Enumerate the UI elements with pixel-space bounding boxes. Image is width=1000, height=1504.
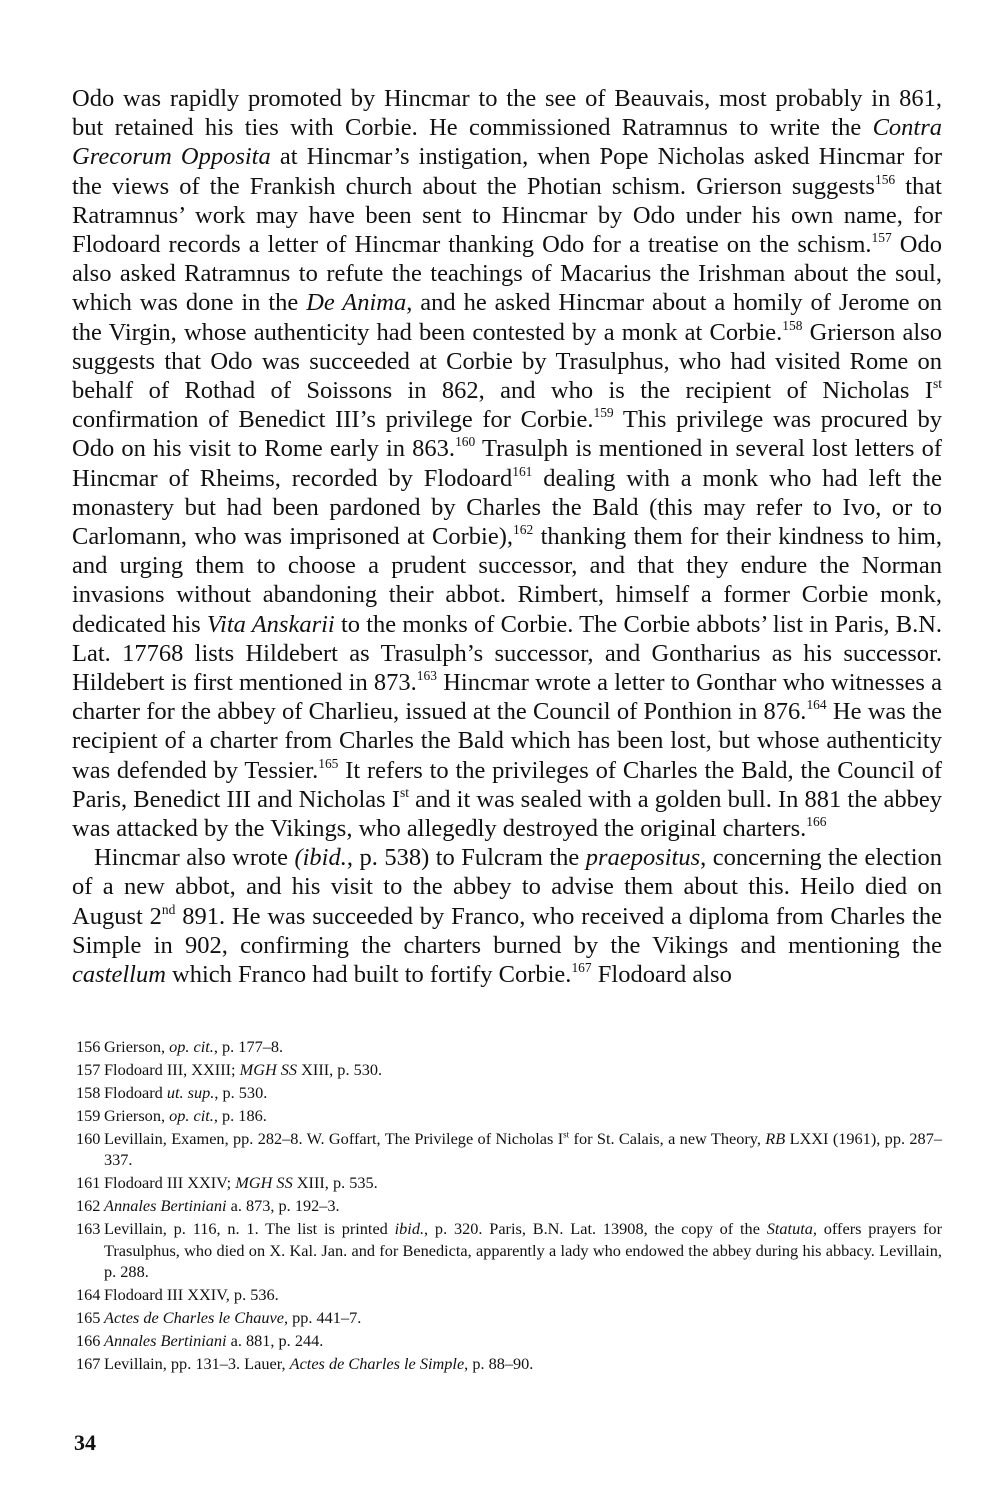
run-text: Hincmar also wrote	[94, 844, 295, 872]
footnote-text: Grierson,	[104, 1037, 170, 1056]
run-text: to the monks of Corbie. The Corbie abbots’ list in Paris, B.N. Lat. 17768 lists Hildebert as Trasulph’s successor, and Gontharius as his successor. Hildebert is first mentioned in 873.	[72, 610, 943, 697]
run-text: confirmation of Benedict III’s privilege for Corbie.	[72, 406, 594, 434]
footnote-italic: op. cit.	[169, 1106, 214, 1125]
run-superscript: 162	[513, 521, 534, 537]
run-text: Flodoard also	[591, 961, 732, 989]
paragraph	[72, 84, 942, 843]
run-text: Trasulph is mentioned in several lost letters of Hincmar of Rheims, recorded by Flodoard	[72, 435, 942, 492]
footnote-number: 157	[76, 1060, 101, 1079]
footnote	[76, 1128, 942, 1171]
footnote-italic: ut. sup.	[166, 1083, 215, 1102]
run-superscript: 163	[416, 667, 437, 683]
run-superscript: nd	[161, 901, 176, 917]
footnote-text	[104, 1059, 942, 1080]
footnote-text	[104, 1105, 942, 1126]
run-superscript: 164	[806, 697, 827, 713]
run-italic: praepositus	[585, 844, 701, 872]
footnote-text	[104, 1172, 942, 1193]
run-text: It refers to the privileges of Charles the Bald, the Council of Paris, Benedict III and Nicholas I	[72, 756, 942, 813]
run-text: at Hincmar’s instigation, when Pope Nicholas asked Hincmar for the views of the Frankish church about the Photian schism. Grierson suggests	[72, 143, 942, 200]
footnote-text	[104, 1036, 942, 1057]
footnote-text: a. 881, p. 244.	[226, 1331, 324, 1351]
run-superscript: st	[400, 784, 410, 800]
footnote-italic: ibid.	[394, 1219, 425, 1239]
run-italic: (ibid.	[294, 844, 347, 872]
footnote-text: Levillain, pp. 131–3. Lauer,	[104, 1354, 290, 1374]
run-superscript: 159	[593, 405, 614, 421]
run-superscript: 158	[782, 317, 803, 333]
footnote-text: Flodoard III XXIV, p. 536.	[104, 1285, 279, 1305]
footnotes	[76, 1036, 942, 1376]
footnote-text	[104, 1307, 942, 1328]
footnote-text	[104, 1284, 942, 1305]
run-text: , and he asked Hincmar about a homily of Jerome on the Virgin, whose authenticity had been contested by a monk at Corbie.	[72, 289, 942, 346]
run-text: Odo also asked Ratramnus to refute the teachings of Macarius the Irishman about the soul, which was done in the	[72, 231, 942, 317]
run-italic: De Anima	[306, 289, 407, 317]
page-number: 34	[74, 1430, 96, 1455]
footnote-italic: MGH SS	[235, 1173, 293, 1193]
footnote	[76, 1036, 942, 1057]
run-superscript: st	[933, 375, 942, 391]
footnote-text: a. 873, p. 192–3.	[226, 1196, 340, 1216]
footnote-text: Flodoard	[104, 1083, 167, 1102]
run-text: He was the recipient of a charter from Charles the Bald which has been lost, but whose authenticity was defended by Tessier.	[72, 698, 942, 784]
footnote-superscript: st	[563, 1129, 570, 1140]
footnote	[76, 1218, 942, 1282]
footnote-text: Flodoard III XXIV;	[104, 1173, 236, 1193]
run-italic: castellum	[72, 961, 166, 989]
run-text: Hincmar wrote a letter to Gonthar who witnesses a charter for the abbey of Charlieu, issued at the Council of Ponthion in 876.	[72, 669, 943, 726]
footnote	[76, 1307, 942, 1328]
footnote-text: , p. 186.	[213, 1106, 267, 1125]
footnote-text: , p. 177–8.	[213, 1037, 284, 1056]
footnote-text: XIII, p. 530.	[297, 1060, 383, 1079]
run-text: and it was sealed with a golden bull. In 881 the abbey was attacked by the Vikings, who allegedly destroyed the original charters.	[72, 785, 942, 843]
footnote-text	[104, 1218, 942, 1282]
footnote-text	[104, 1353, 942, 1374]
footnote-text	[104, 1330, 942, 1351]
footnote-number: 165	[76, 1308, 101, 1328]
footnote-number: 167	[76, 1354, 101, 1374]
main-text	[72, 84, 942, 989]
run-superscript: 157	[871, 229, 892, 245]
run-italic: Contra Grecorum Opposita	[72, 114, 942, 171]
run-text: Grierson also suggests that Odo was succeeded at Corbie by Trasulphus, who had visited Rome on behalf of Rothad of Soissons in 862, and who is the recipient of Nicholas I	[72, 318, 942, 405]
run-text: that Ratramnus’ work may have been sent to Hincmar by Odo under his own name, for Flodoard records a letter of Hincmar thanking Odo for a treatise on the schism.	[72, 172, 942, 259]
footnote-number: 158	[76, 1083, 101, 1102]
footnote-number: 163	[76, 1219, 101, 1239]
footnote-number: 166	[76, 1331, 101, 1351]
footnote-text: Grierson,	[104, 1106, 170, 1125]
run-text: This privilege was procured by Odo on his visit to Rome early in 863.	[72, 406, 942, 463]
paragraph	[72, 843, 942, 989]
footnote-italic: MGH SS	[239, 1060, 298, 1079]
footnote	[76, 1330, 942, 1351]
footnote-number: 161	[76, 1173, 101, 1193]
run-superscript: 160	[455, 434, 476, 450]
footnote-italic: Actes de Charles le Simple	[289, 1354, 465, 1374]
footnote-text	[104, 1195, 942, 1216]
run-text: 891. He was succeeded by Franco, who received a diploma from Charles the Simple in 902, confirming the charters burned by the Vikings and mentioning the	[72, 902, 942, 959]
footnote-text	[104, 1082, 942, 1103]
footnote-italic: Actes de Charles le Chauve,	[104, 1308, 289, 1328]
run-italic: Vita Anskarii	[206, 610, 335, 638]
footnote-text: LXXI (1961), pp. 287–337.	[104, 1129, 942, 1170]
footnote-number: 159	[76, 1106, 101, 1125]
footnote-text: Flodoard III, XXIII;	[104, 1060, 240, 1079]
footnote-italic: Annales Bertiniani	[104, 1196, 227, 1216]
footnote	[76, 1284, 942, 1305]
run-superscript: 165	[318, 755, 339, 771]
footnote-number: 162	[76, 1196, 101, 1216]
footnote-text	[104, 1128, 942, 1171]
run-text: , p. 538) to Fulcram the	[346, 844, 586, 872]
footnote-text: , p. 530.	[214, 1083, 268, 1102]
run-text: which Franco had built to fortify Corbie.	[165, 961, 572, 989]
run-superscript: 167	[571, 960, 592, 975]
footnote-text: Levillain, p. 116, n. 1. The list is printed	[104, 1219, 395, 1239]
run-superscript: 156	[874, 171, 896, 187]
run-text: , concerning the election of a new abbot, and his visit to the abbey to advise them about this. Heilo died on August 2	[72, 844, 942, 930]
footnote	[76, 1353, 942, 1374]
footnote	[76, 1172, 942, 1193]
footnote-text: , p. 320. Paris, B.N. Lat. 13908, the copy of the	[424, 1219, 767, 1239]
footnote-number: 160	[76, 1129, 101, 1148]
footnote-text: , p. 88–90.	[464, 1354, 534, 1374]
footnote-italic: Annales Bertiniani	[104, 1331, 227, 1351]
footnote-italic: op. cit.	[169, 1037, 214, 1056]
footnote-text: for St. Calais, a new Theory,	[569, 1129, 766, 1148]
footnote-text: XIII, p. 535.	[292, 1173, 378, 1193]
footnote-number: 164	[76, 1285, 101, 1305]
footnote	[76, 1082, 942, 1103]
footnote-number: 156	[76, 1037, 101, 1056]
run-text: dealing with a monk who had left the monastery but had been pardoned by Charles the Bald (this may refer to Ivo, or to Carlomann, who was imprisoned at Corbie),	[72, 464, 942, 551]
footnote-italic: Statuta,	[766, 1219, 817, 1239]
run-text: Odo was rapidly promoted by Hincmar to the see of Beauvais, most probably in 861, but retained his ties with Corbie. He commissioned Ratramnus to write the	[72, 85, 942, 142]
footnote	[76, 1059, 942, 1080]
run-superscript: 161	[512, 463, 533, 479]
footnote-text: Levillain, Examen, pp. 282–8. W. Goffart, The Privilege of Nicholas I	[104, 1129, 564, 1148]
footnote	[76, 1105, 942, 1126]
run-text: thanking them for their kindness to him, and urging them to choose a prudent successor, and that they endure the Norman invasions without abandoning their abbot. Rimbert, himself a former Corbie monk, dedicated his	[72, 523, 942, 638]
footnote-text: pp. 441–7.	[288, 1308, 362, 1328]
footnote	[76, 1195, 942, 1216]
footnote-text: offers prayers for Trasulphus, who died on X. Kal. Jan. and for Benedicta, apparently a lady who endowed the abbey during his abbacy. Levillain, p. 288.	[104, 1219, 942, 1282]
footnote-italic: RB	[765, 1129, 786, 1148]
run-superscript: 166	[806, 813, 827, 829]
